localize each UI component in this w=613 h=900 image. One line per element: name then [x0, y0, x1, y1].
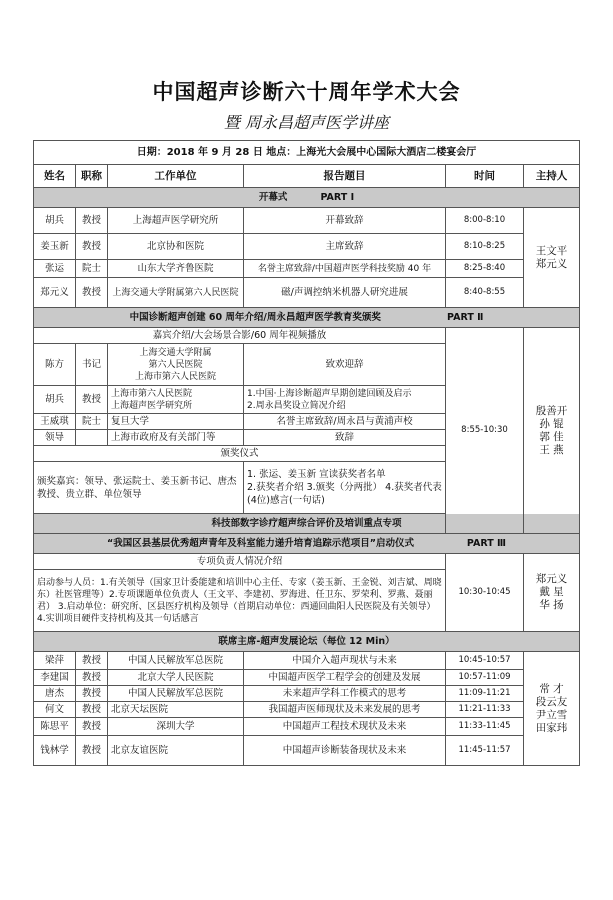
speaker-position: 教授: [76, 208, 108, 234]
speaker-unit: 北京天坛医院: [108, 702, 244, 718]
page-title: 中国超声诊断六十周年学术大会: [152, 80, 461, 104]
talk-topic: 主席致辞: [244, 234, 446, 260]
table-row: [34, 718, 580, 736]
speaker-name: 钱林学: [34, 736, 76, 766]
section-part1-title: 开幕式 PART Ⅰ: [34, 188, 580, 208]
talk-time: 11:09-11:21: [446, 686, 524, 702]
section-part2-title: 中国诊断超声创建 60 周年介绍/周永昌超声医学教育奖颁奖 PART Ⅱ: [34, 308, 580, 328]
speaker-position: 教授: [76, 670, 108, 686]
part1-hosts: 王文平 郑元义: [524, 208, 580, 308]
table-row: [34, 554, 580, 570]
section-part4-title: 联席主席-超声发展论坛（每位 12 Min）: [34, 632, 580, 652]
table-row: [34, 328, 580, 344]
table-row: [34, 208, 580, 234]
part3-hosts: 郑元义 戴 星 华 扬: [524, 554, 580, 632]
talk-topic: 名誉主席致辞/周永昌与黄浦声校: [244, 414, 446, 430]
talk-time: 10:45-10:57: [446, 652, 524, 670]
talk-time: 10:57-11:09: [446, 670, 524, 686]
speaker-position: 教授: [76, 736, 108, 766]
part4-hosts: 常 才 段云友 尹立雪 田家玮: [524, 652, 580, 766]
speaker-position: 教授: [76, 718, 108, 736]
speaker-position: 教授: [76, 686, 108, 702]
talk-topic: 我国超声医师现状及未来发展的思考: [244, 702, 446, 718]
header-time: 时间: [446, 165, 524, 188]
talk-topic: 中国超声医学工程学会的创建及发展: [244, 670, 446, 686]
speaker-position: 教授: [76, 386, 108, 414]
speaker-name: 姜玉新: [34, 234, 76, 260]
table-row: [34, 736, 580, 766]
speaker-position: 院士: [76, 414, 108, 430]
header-row: [34, 165, 580, 188]
speaker-position: 教授: [76, 234, 108, 260]
talk-topic: 致欢迎辞: [244, 344, 446, 386]
speaker-unit: 上海交通大学附属第六人民医院: [108, 278, 244, 308]
talk-topic: 磁/声调控纳米机器人研究进展: [244, 278, 446, 308]
table-row: [34, 234, 580, 260]
talk-topic: 开幕致辞: [244, 208, 446, 234]
part3-time: 10:30-10:45: [446, 554, 524, 632]
speaker-unit: 北京协和医院: [108, 234, 244, 260]
talk-time: 8:00-8:10: [446, 208, 524, 234]
section-part3-title-line1: 科技部数字诊疗超声综合评价及培训重点专项: [34, 514, 580, 534]
header-host: 主持人: [524, 165, 580, 188]
speaker-position: 院士: [76, 260, 108, 278]
speaker-unit: 上海市政府及有关部门等: [108, 430, 244, 446]
part3-body: 启动参与人员：1.有关领导（国家卫计委能建和培训中心主任、专家（姜玉新、王金锐、刘吉斌、周晓东）社医管理等）2.专项课题单位负责人（王文平、李建初、罗海进、任卫东、罗荣利、罗燕、聂丽君） 3.启动单位：研究所、区县医疗机构及领导（首期启动单位：西通回曲阳人民医院及有关领导）4.实训项目硬件支持机构及其一句话感言: [34, 570, 446, 632]
talk-topic: 中国超声工程技术现状及未来: [244, 718, 446, 736]
speaker-name: 王威琪: [34, 414, 76, 430]
speaker-name: 张运: [34, 260, 76, 278]
speaker-unit: 中国人民解放军总医院: [108, 652, 244, 670]
header-name: 姓名: [34, 165, 76, 188]
speaker-unit: 上海市第六人民医院 上海超声医学研究所: [108, 386, 244, 414]
talk-topic: 中国超声诊断装备现状及未来: [244, 736, 446, 766]
talk-time: 8:10-8:25: [446, 234, 524, 260]
speaker-position: 书记: [76, 344, 108, 386]
talk-topic: 名誉主席致辞/中国超声医学科技奖励 40 年: [244, 260, 446, 278]
talk-time: 11:33-11:45: [446, 718, 524, 736]
talk-time: 11:45-11:57: [446, 736, 524, 766]
talk-time: 8:40-8:55: [446, 278, 524, 308]
speaker-unit: 中国人民解放军总医院: [108, 686, 244, 702]
header-topic: 报告题目: [244, 165, 446, 188]
speaker-name: 梁萍: [34, 652, 76, 670]
speaker-name: 唐杰: [34, 686, 76, 702]
program-table: [33, 140, 580, 766]
speaker-name: 陈思平: [34, 718, 76, 736]
speaker-name: 郑元义: [34, 278, 76, 308]
talk-topic: 中国介入超声现状与未来: [244, 652, 446, 670]
header-unit: 工作单位: [108, 165, 244, 188]
table-row: [34, 686, 580, 702]
table-row: [34, 702, 580, 718]
award-guests: 颁奖嘉宾：领导、张运院士、姜玉新书记、唐杰教授、贵立群、单位领导: [34, 462, 244, 514]
speaker-unit: 山东大学齐鲁医院: [108, 260, 244, 278]
date-location: 日期：2018 年 9 月 28 日 地点：上海光大会展中心国际大酒店二楼宴会厅: [34, 141, 580, 165]
speaker-unit: 北京友谊医院: [108, 736, 244, 766]
award-ceremony-title: 颁奖仪式: [34, 446, 446, 462]
speaker-name: 何文: [34, 702, 76, 718]
talk-topic: 未来超声学科工作模式的思考: [244, 686, 446, 702]
page-subtitle: 暨 周永昌超声医学讲座: [223, 113, 390, 132]
table-row: [34, 260, 580, 278]
speaker-name: 李建国: [34, 670, 76, 686]
speaker-unit: 上海超声医学研究所: [108, 208, 244, 234]
talk-time: 11:21-11:33: [446, 702, 524, 718]
table-row: [34, 670, 580, 686]
talk-time: 8:25-8:40: [446, 260, 524, 278]
speaker-name: 胡兵: [34, 208, 76, 234]
speaker-position: 教授: [76, 278, 108, 308]
speaker-name: 领导: [34, 430, 76, 446]
speaker-unit: 深圳大学: [108, 718, 244, 736]
talk-topic: 致辞: [244, 430, 446, 446]
table-row: [34, 278, 580, 308]
part3-sub: 专项负责人情况介绍: [34, 554, 446, 570]
header-position: 职称: [76, 165, 108, 188]
award-items: 1. 张运、姜玉新 宣读获奖者名单 2.获奖者介绍 3.颁奖（分两批） 4.获奖者代表(4位)感言(一句话): [244, 462, 446, 514]
part2-time: 8:55-10:30: [446, 328, 524, 534]
part2-intro: 嘉宾介绍/大会场景合影/60 周年视频播放: [34, 328, 446, 344]
speaker-name: 陈方: [34, 344, 76, 386]
speaker-unit: 复旦大学: [108, 414, 244, 430]
section-part3-title-line2: “我国区县基层优秀超声青年及科室能力递升培育追踪示范项目”启动仪式 PART Ⅲ: [34, 534, 580, 554]
speaker-unit: 上海交通大学附属 第六人民医院 上海市第六人民医院: [108, 344, 244, 386]
speaker-position: 教授: [76, 652, 108, 670]
speaker-position: [76, 430, 108, 446]
part2-hosts: 殷善开 孙 锟 郭 佳 王 燕: [524, 328, 580, 534]
speaker-name: 胡兵: [34, 386, 76, 414]
speaker-unit: 北京大学人民医院: [108, 670, 244, 686]
talk-topic: 1.中国·上海诊断超声早期创建回顾及启示 2.周永昌奖设立简况介绍: [244, 386, 446, 414]
speaker-position: 教授: [76, 702, 108, 718]
table-row: [34, 652, 580, 670]
